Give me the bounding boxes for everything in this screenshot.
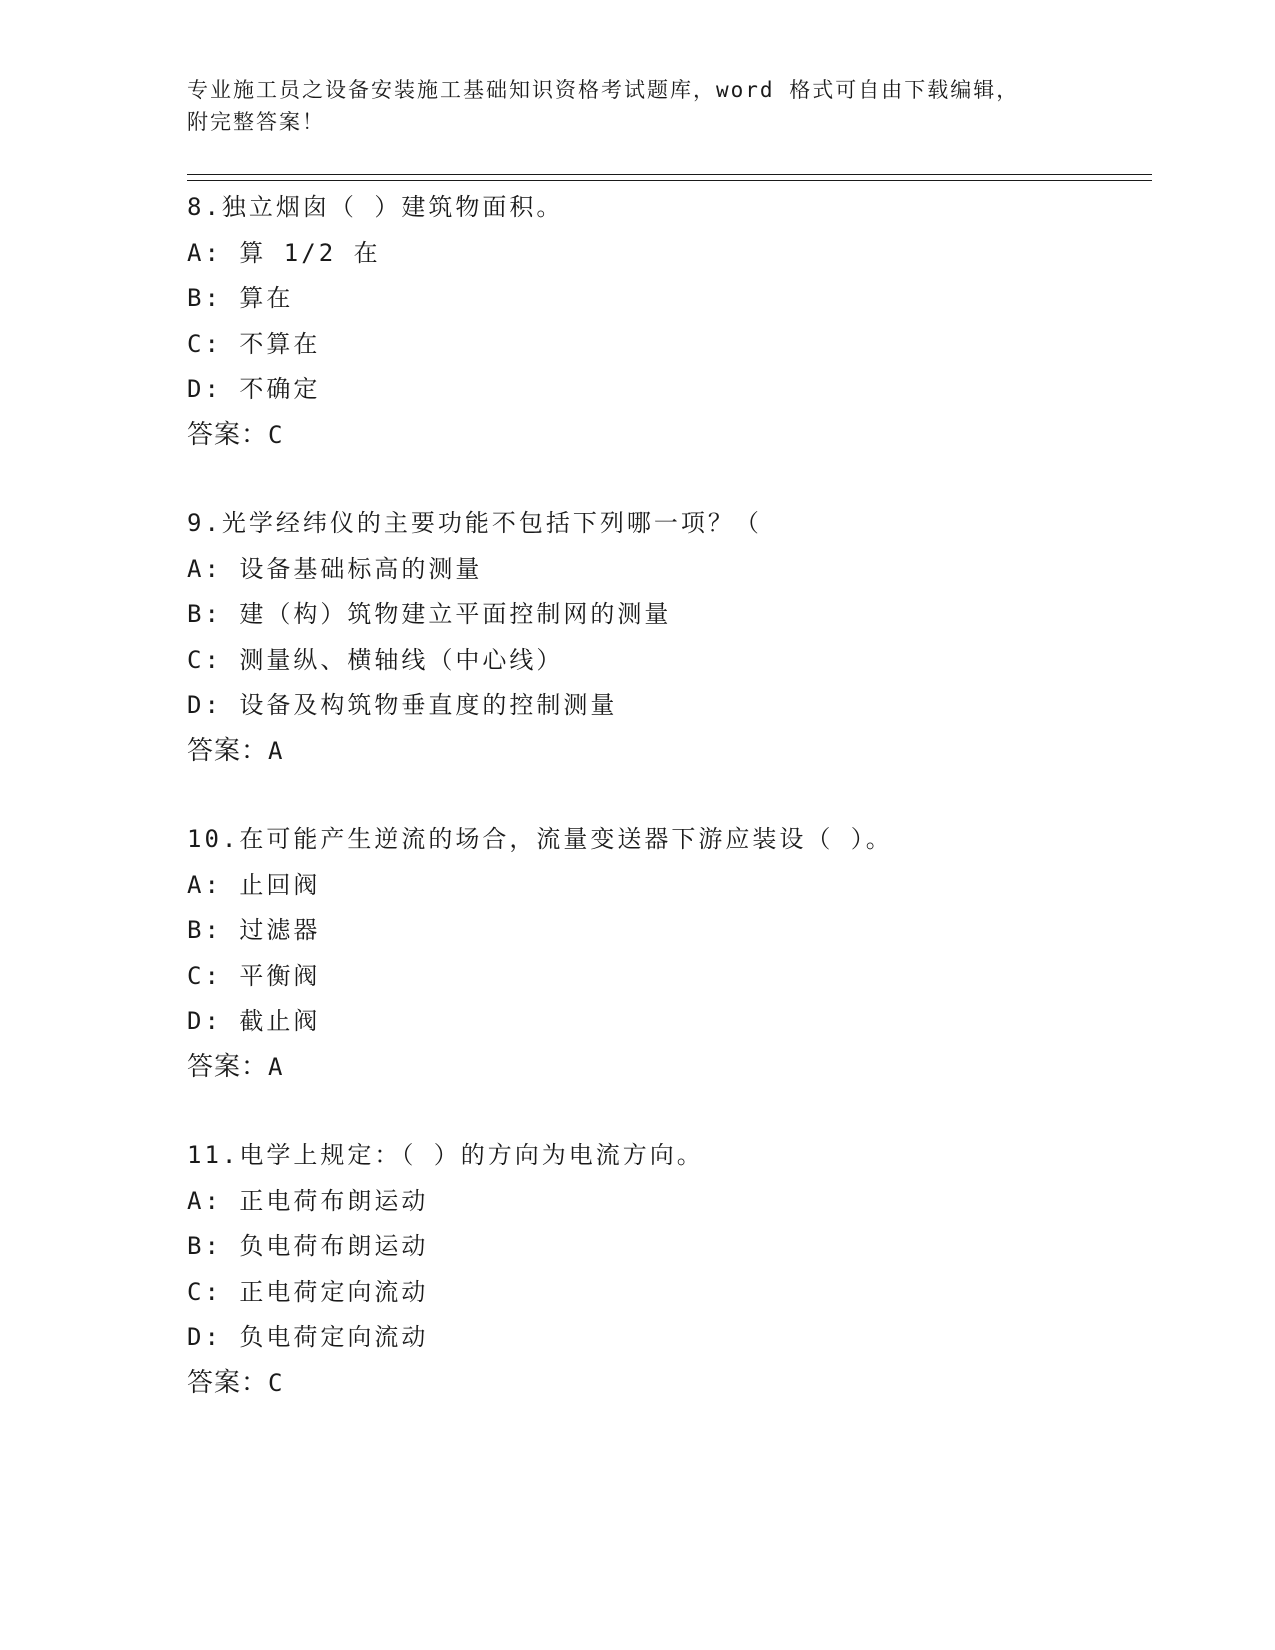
answer-line: [187, 413, 1147, 459]
option-d: D: 负电荷定向流动: [187, 1323, 429, 1352]
question-stem: 9.光学经纬仪的主要功能不包括下列哪一项？（: [187, 509, 762, 537]
answer-line: [187, 1361, 1147, 1407]
option-c: C: 平衡阀: [187, 961, 321, 990]
answer-label: 答案：: [187, 419, 269, 450]
header-divider-top: [187, 174, 1152, 175]
option-a: A: 正电荷布朗运动: [187, 1186, 429, 1215]
option-b: B: 过滤器: [187, 916, 321, 945]
answer-label: 答案：: [187, 735, 269, 766]
option-d: D: 设备及构筑物垂直度的控制测量: [187, 691, 618, 720]
question-11: [187, 1133, 1147, 1407]
option-d: D: 截止阀: [187, 1007, 321, 1036]
question-stem: 10.在可能产生逆流的场合，流量变送器下游应装设（ ）。: [187, 825, 893, 853]
option-d: D: 不确定: [187, 375, 321, 404]
answer-label: 答案：: [187, 1051, 269, 1082]
question-9: [187, 501, 1147, 775]
question-8: [187, 185, 1147, 459]
answer-value: A: [268, 1052, 284, 1081]
option-a: A: 算 1/2 在: [187, 238, 381, 267]
option-a: A: 止回阀: [187, 870, 321, 899]
header-line-2: 附完整答案！: [187, 110, 325, 134]
option-c: C: 不算在: [187, 329, 321, 358]
document-header: [187, 74, 1087, 138]
header-line-1: 专业施工员之设备安装施工基础知识资格考试题库，word 格式可自由下载编辑，: [187, 78, 1020, 102]
answer-value: A: [268, 736, 284, 765]
answer-value: C: [268, 420, 284, 449]
answer-line: [187, 729, 1147, 775]
question-stem: 11.电学上规定：（ ）的方向为电流方向。: [187, 1141, 704, 1169]
option-b: B: 建（构）筑物建立平面控制网的测量: [187, 600, 672, 629]
header-divider-bottom: [187, 180, 1152, 181]
option-b: B: 负电荷布朗运动: [187, 1232, 429, 1261]
answer-value: C: [268, 1368, 284, 1397]
answer-line: [187, 1045, 1147, 1091]
question-10: [187, 817, 1147, 1091]
option-a: A: 设备基础标高的测量: [187, 554, 483, 583]
option-c: C: 测量纵、横轴线（中心线）: [187, 645, 564, 674]
answer-label: 答案：: [187, 1367, 269, 1398]
option-b: B: 算在: [187, 284, 294, 313]
question-stem: 8.独立烟囱（ ）建筑物面积。: [187, 193, 564, 221]
option-c: C: 正电荷定向流动: [187, 1277, 429, 1306]
